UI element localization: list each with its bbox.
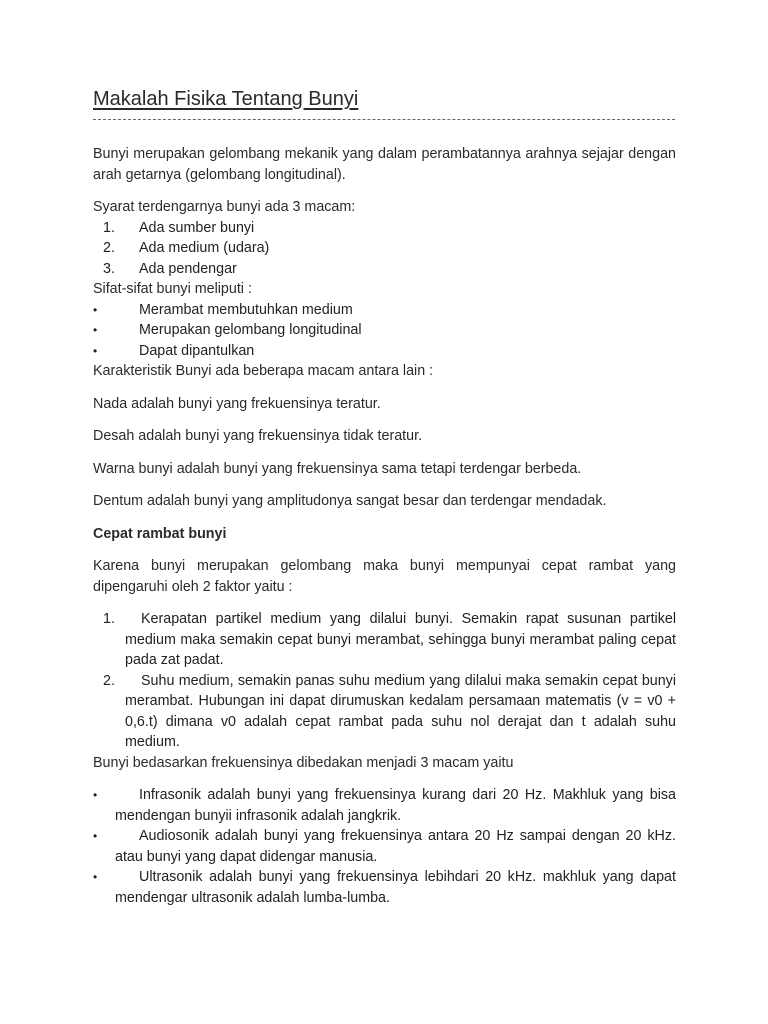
karakteristik-paragraph: Nada adalah bunyi yang frekuensinya teratur. bbox=[93, 395, 381, 412]
bullet-icon: • bbox=[93, 829, 98, 843]
list-item: • Infrasonik adalah bunyi yang frekuensinya kurang dari 20 Hz. Makhluk yang bisa mendengan bunyii infrasonik adalah jangkrik. bbox=[93, 787, 676, 824]
title-dashed-rule bbox=[93, 119, 675, 120]
list-item: • Merambat membutuhkan medium bbox=[93, 300, 676, 321]
sifat-heading: Sifat-sifat bunyi meliputi : bbox=[93, 281, 252, 297]
list-item: • Merupakan gelombang longitudinal bbox=[93, 320, 676, 341]
karakteristik-paragraph: Warna bunyi adalah bunyi yang frekuensinya sama tetapi terdengar berbeda. bbox=[93, 460, 582, 477]
syarat-heading: Syarat terdengarnya bunyi ada 3 macam: bbox=[93, 199, 356, 215]
bullet-icon: • bbox=[93, 302, 98, 317]
list-item: 2. Suhu medium, semakin panas suhu medium yang dilalui maka semakin cepat bunyi merambat. Hubungan ini dapat dirumuskan kedalam persamaan matematis (v = v0 + 0,6.t) dimana v0 adalah cepat rambat pada suhu nol derajat dan t adalah suhu medium. bbox=[103, 672, 676, 750]
cepat-intro-paragraph: Karena bunyi merupakan gelombang maka bunyi mempunyai cepat rambat yang dipengaruhi oleh 2 faktor yaitu : bbox=[93, 558, 676, 595]
bullet-icon: • bbox=[93, 343, 98, 358]
bullet-icon: • bbox=[93, 788, 98, 802]
list-item: • Dapat dipantulkan bbox=[93, 341, 676, 362]
frekuensi-heading: Bunyi bedasarkan frekuensinya dibedakan menjadi 3 macam yaitu bbox=[93, 754, 514, 771]
sifat-list bbox=[93, 300, 676, 362]
list-item: • Audiosonik adalah bunyi yang frekuensinya antara 20 Hz sampai dengan 20 kHz. atau bunyi yang dapat didengar manusia. bbox=[93, 828, 676, 865]
karakteristik-heading: Karakteristik Bunyi ada beberapa macam antara lain : bbox=[93, 363, 434, 379]
list-item: 3. Ada pendengar bbox=[103, 260, 237, 277]
list-item: • Ultrasonik adalah bunyi yang frekuensinya lebihdari 20 kHz. makhluk yang dapat mendengar ultrasonik adalah lumba-lumba. bbox=[93, 869, 676, 906]
intro-paragraph: Bunyi merupakan gelombang mekanik yang dalam perambatannya arahnya sejajar dengan arah getarnya (gelombang longitudinal). bbox=[93, 146, 676, 183]
syarat-list bbox=[93, 218, 676, 280]
document-title: Makalah Fisika Tentang Bunyi bbox=[93, 88, 359, 110]
faktor-list bbox=[93, 609, 676, 753]
frekuensi-list bbox=[93, 785, 676, 908]
list-item: 2. Ada medium (udara) bbox=[103, 240, 270, 256]
list-item: 1. Kerapatan partikel medium yang dilalui bunyi. Semakin rapat susunan partikel medium maka semakin cepat bunyi merambat, sehingga bunyi merambat paling cepat pada zat padat. bbox=[103, 611, 676, 668]
karakteristik-paragraph: Dentum adalah bunyi yang amplitudonya sangat besar dan terdengar mendadak. bbox=[93, 493, 607, 509]
section-heading: Cepat rambat bunyi bbox=[93, 525, 227, 542]
bullet-icon: • bbox=[93, 870, 98, 884]
karakteristik-paragraph: Desah adalah bunyi yang frekuensinya tidak teratur. bbox=[93, 428, 423, 444]
bullet-icon: • bbox=[93, 323, 98, 337]
list-item: 1. Ada sumber bunyi bbox=[103, 219, 255, 236]
